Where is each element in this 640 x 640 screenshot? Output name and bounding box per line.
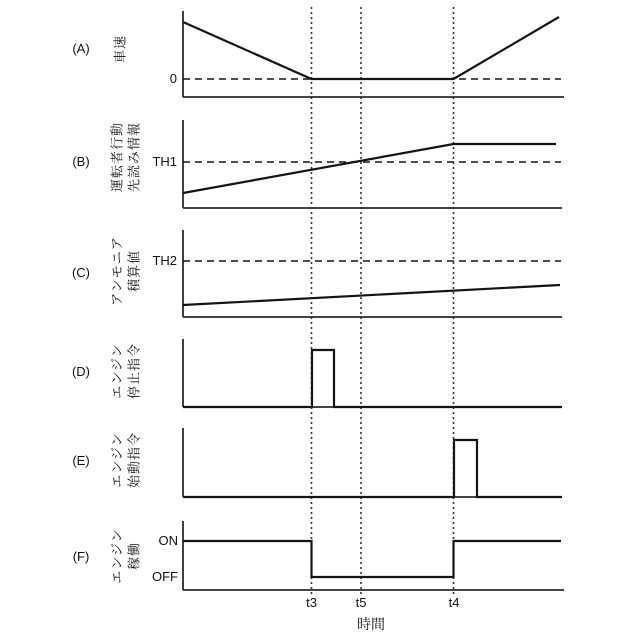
panel-b-axis-title-line1: 運転者行動	[109, 121, 125, 193]
panel-a-vehicle-speed	[72, 11, 564, 97]
panel-d-engine-stop-command	[72, 339, 562, 407]
panel-e-tag: (E)	[72, 453, 90, 468]
x-axis-title: 時間	[357, 616, 385, 632]
panel-e-start-pulse	[183, 440, 562, 497]
panel-c-ammonia-curve	[183, 285, 560, 305]
panel-f-onoff-signal	[183, 541, 561, 577]
panel-b-lookahead-info	[72, 120, 562, 208]
panel-e-engine-start-command	[72, 428, 562, 497]
event-gridlines	[312, 7, 454, 594]
panel-b-axis-title-line2: 先読み情報	[126, 121, 142, 193]
time-axis-labels	[306, 595, 459, 632]
panel-b-tag: (B)	[72, 154, 90, 169]
panel-d-axis-title-line1: エンジン	[109, 343, 125, 399]
panel-d-axis-title-line2: 停止指令	[126, 342, 142, 400]
panel-f-on-label: ON	[158, 533, 178, 548]
tick-t3: t3	[306, 595, 317, 610]
panel-c-axis-title-line2: 積算値	[126, 249, 142, 293]
panel-c-axis-title-line1: アンモニア	[109, 236, 125, 306]
panel-d-stop-pulse	[183, 350, 562, 407]
panel-f-tag: (F)	[72, 549, 90, 564]
tick-t5: t5	[355, 595, 367, 610]
panel-f-axis-title-line1: エンジン	[109, 528, 125, 584]
panel-d-tag: (D)	[71, 364, 91, 379]
panel-e-axis-title-line1: エンジン	[109, 432, 125, 488]
panel-e-axis-title-line2: 始動指令	[126, 431, 142, 489]
panel-f-engine-operation	[73, 521, 564, 590]
panel-c-ammonia-total	[72, 230, 562, 317]
panel-a-speed-curve	[183, 17, 559, 79]
panel-a-tag: (A)	[72, 41, 90, 56]
panel-c-tag: (C)	[71, 265, 91, 280]
tick-t4: t4	[448, 595, 460, 610]
panel-b-info-curve	[183, 144, 556, 193]
panel-f-axis-title-line2: 稼働	[126, 541, 142, 571]
panel-b-threshold-label: TH1	[152, 154, 177, 169]
panel-a-zero-label: 0	[169, 71, 177, 86]
panel-c-threshold-label: TH2	[152, 253, 177, 268]
panel-f-off-label: OFF	[152, 569, 178, 584]
panel-a-axis-title: 車速	[112, 34, 128, 64]
